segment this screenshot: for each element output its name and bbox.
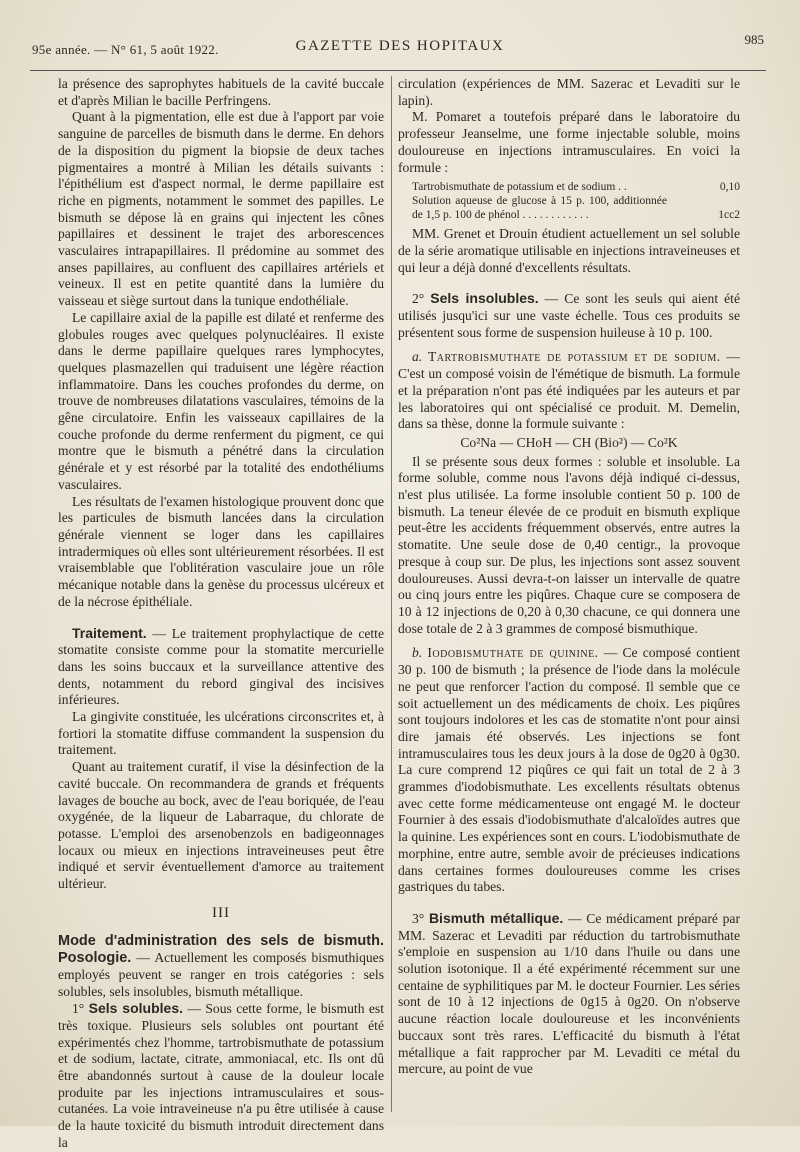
paragraph: circulation (expériences de MM. Sazerac et Levaditi sur le lapin). xyxy=(398,76,740,108)
bismuth-metallique-paragraph xyxy=(398,910,740,1078)
item-number: 3° xyxy=(412,910,429,926)
paragraph: Il se présente sous deux formes : soluble et insoluble. La forme soluble, comme nous l'avons déjà indiqué ci-dessus, n'est plus utilisée. La forme insoluble contient 50 p. 100 de bismuth. La teneur élevée de ce produit en bismuth explique peut-être les accidents fréquemment observés, entre autres la stomatite. Une seule dose de 0,40 centigr., la provoque presque à coup sur. De plus, les injections sont assez souvent douloureuses. Aussi devra-t-on laisser un intervalle de quatre ou cinq jours entre les piqûres. Chaque cure se composera de 10 à 12 injections de 0,20 à 0,30 chacune, ce qui donnera une dose totale de 2 à 3 grammes de composé bismuthique. xyxy=(398,453,740,636)
paragraph: La gingivite constituée, les ulcérations circonscrites et, à fortiori la stomatite diffuse commandent la suspension du traitement. xyxy=(58,709,384,758)
item-letter: b. xyxy=(412,645,428,661)
formula-block xyxy=(412,180,740,222)
issue-info: 95e année. — N° 61, 5 août 1922. xyxy=(32,42,219,57)
column-divider xyxy=(391,76,392,1112)
sels-insolubles-paragraph xyxy=(398,290,740,341)
paragraph: Le capillaire axial de la papille est dilaté et renferme des globules rouges avec quelques polynucléaires. Il existe dans le derme papillaire quelques rares lymphocytes, quelques plasmazellen qui traduisent une légère réaction inflammatoire. Dans les couches profondes du derme, on trouve de nombreuses dilatations vasculaires, témoins de la gêne circulatoire. Enfin les vaisseaux capillaires de la couche profonde du derme renferment du pigment, ce qui montre que le bismuth a pénétré dans la circulation générale et y est résorbé par la totalité des endothéliums vasculaires. xyxy=(58,309,384,492)
paragraph: Quant à la pigmentation, elle est due à l'apport par voie sanguine de parcelles de bismuth dans le derme. En dehors de la disposition du pigment la biopsie de deux taches pigmentaires a montré à Milian les détails suivants : l'épithélium est d'aspect normal, le derme papillaire est riche en pigments, notamment le sommet des papilles. Le bismuth se dépose là en grains qui injectent les cônes papillaires et dessinent le trajet des arborescences vasculaires intrapapillaires. Il prédomine au sommet des anses papillaires, au confluent des capillaires artériels et veineux. Il est en petite quantité dans la lumière du vaisseau et siège surtout dans la tunique endothéliale. xyxy=(58,109,384,309)
paragraph-text: — Ce composé contient 30 p. 100 de bismuth ; la présence de l'iode dans la molécule ne peut que renforcer l'action du composé. Il semble que ce soit actuellement un des médicaments de choix. Les piqûres sont toujours indolores et les cas de stomatite n'ont pour ainsi dire jamais été observés. Les injections se font intramusculaires tous les deux jours à la dose de 0g20 à 0g30. La cure comprend 12 piqûres ce qui fait un total de 2 à 3 grammes d'iodobismuthate. Les excellents résultats obtenus avec cette forme médicamenteuse ont engagé M. le docteur Fournier à des essais d'iodobismuthate d'alcaloïdes autres que la quinine. Les expériences sont en cours. L'iodobismuthate de morphine, entre autre, semble avoir de précieuses indications dans certaines formes douloureuses comme les crises gastriques du tabes. xyxy=(398,645,740,895)
paragraph: M. Pomaret a toutefois préparé dans le laboratoire du professeur Jeanselme, une forme injectable soluble, moins douloureuse en injections intramusculaires. En voici la formule : xyxy=(398,109,740,175)
journal-title: GAZETTE DES HOPITAUX xyxy=(295,38,505,54)
paragraph-text: — Ce médicament préparé par MM. Sazerac et Levaditi par réduction du tartrobismuthate s'emploie en suspension au 1/10 dans l'huile ou dans une solution isotonique. Il a été expérimenté récemment sur une centaine de syphilitiques par M. le docteur Fournier. Les séries sont de 10 à 12 injections de 0g15 à 0g20. On n'observe aucune réaction locale douloureuse et les inconvénients buccaux sont très rares. L'efficacité du bismuth à l'état métallique a fait rapprocher par M. Levaditi ce métal du mercure, au point de vue xyxy=(398,910,740,1077)
subsection-title: Sels insolubles. xyxy=(430,290,539,307)
subsection-title: Sels solubles. xyxy=(88,1000,183,1017)
formula-quantity: 1cc2 xyxy=(718,209,740,222)
paragraph: la présence des saprophytes habituels de la cavité buccale et d'après Milian le bacille Perfringens. xyxy=(58,76,384,108)
item-number: 1° xyxy=(72,1001,89,1017)
section-title-traitement: Traitement. xyxy=(72,624,147,641)
page-number: 985 xyxy=(744,32,764,47)
item-number: 2° xyxy=(412,291,431,307)
section-title-mode: Mode d'administration des sels de bismuth. Posologie. xyxy=(58,933,384,967)
paragraph-text: — C'est un composé voisin de l'émétique de bismuth. La formule et la préparation n'ont pas été indiquées par les auteurs et par les laboratoires qui ont spécialisé ce produit. M. Demelin, dans sa thèse, donne la formule suivante : xyxy=(398,349,741,432)
section-number: III xyxy=(212,904,230,921)
right-column xyxy=(398,76,740,1120)
page-header xyxy=(0,30,800,60)
subsection-title: Bismuth métallique. xyxy=(428,909,564,926)
paragraph: MM. Grenet et Drouin étudient actuellement un sel soluble de la série aromatique utilisable en injections intraveineuses et qui leur a déjà donné d'excellents résultats. xyxy=(398,226,740,275)
formula-ingredient: Tartrobismuthate de potassium et de sodium . . xyxy=(412,181,627,194)
formula-quantity: 0,10 xyxy=(719,181,740,194)
paragraph-text: — Actuellement les composés bismuthiques employés peuvent se ranger en trois catégories : sels solubles, sels insolubles, bismuth métallique. xyxy=(58,950,384,999)
paragraph-text: — Sous cette forme, le bismuth est très toxique. Plusieurs sels solubles ont pourtant été expérimentés chez l'homme, tartrobismuthate de potassium et de sodium, lactate, citrate, ammoniacal, etc. Ils ont dû être abandonnés surtout à cause de la douleur locale produite par les injections intramusculaires et sous-cutanées. La voie intraveineuse n'a pu être utilisée à cause de la haute toxicité du bismuth introduit directement dans la xyxy=(58,1001,384,1150)
paragraph-text: — Ce sont les seuls qui aient été utilisés jusqu'ici sur une vaste échelle. Tous ces produits se présentent sous forme de suspension huileuse à 10 p. 100. xyxy=(398,291,740,340)
traitement-paragraph xyxy=(58,625,384,710)
compound-title: Iodobismuthate de quinine. xyxy=(427,645,599,661)
chemical-formula: Co²Na — CHoH — CH (Bio²) — Co²K xyxy=(460,434,678,450)
paragraph-text: — Le traitement prophylactique de cette stomatite consiste comme pour la stomatite mercurielle dans les soins buccaux et la surveillance attentive des dents, notamment du rebord gingival des incisives inférieures. xyxy=(58,625,384,708)
mode-paragraph xyxy=(58,933,384,1000)
sels-solubles-paragraph xyxy=(58,1000,384,1151)
compound-title: Tartrobismuthate de potassium et de sodium. xyxy=(427,349,721,365)
paragraph: Les résultats de l'examen histologique prouvent donc que les particules de bismuth lancées dans la circulation générale viennent se loger dans les capillaires intradermiques où elles sont ultérieurement résorbées. Il est vraisemblable que l'oblitération vasculaire joue un rôle mécanique notable dans la genèse du processus ulcéreux et de la nécrose épithéliale. xyxy=(58,493,384,609)
formula-ingredient: Solution aqueuse de glucose à 15 p. 100, additionnée de 1,5 p. 100 de phénol . . . . . . . . . . . . xyxy=(412,195,667,222)
left-column xyxy=(58,76,384,1150)
iodobismuthate-paragraph xyxy=(398,645,740,896)
item-letter: a. xyxy=(412,349,428,365)
paragraph: Quant au traitement curatif, il vise la désinfection de la cavité buccale. On recommandera de grands et fréquents lavages de bouche au bock, avec de l'eau boriquée, de l'eau oxygénée, de la liqueur de Labarraque, du chlorate de potasse. L'emploi des arsenobenzols en badigeonnages locaux ou mieux en injections intraveineuses peut être indiqué et servir éventuellement d'amorce au traitement ultérieur. xyxy=(58,759,384,892)
header-rule xyxy=(30,70,766,71)
tartrobismuthate-paragraph xyxy=(398,349,740,433)
